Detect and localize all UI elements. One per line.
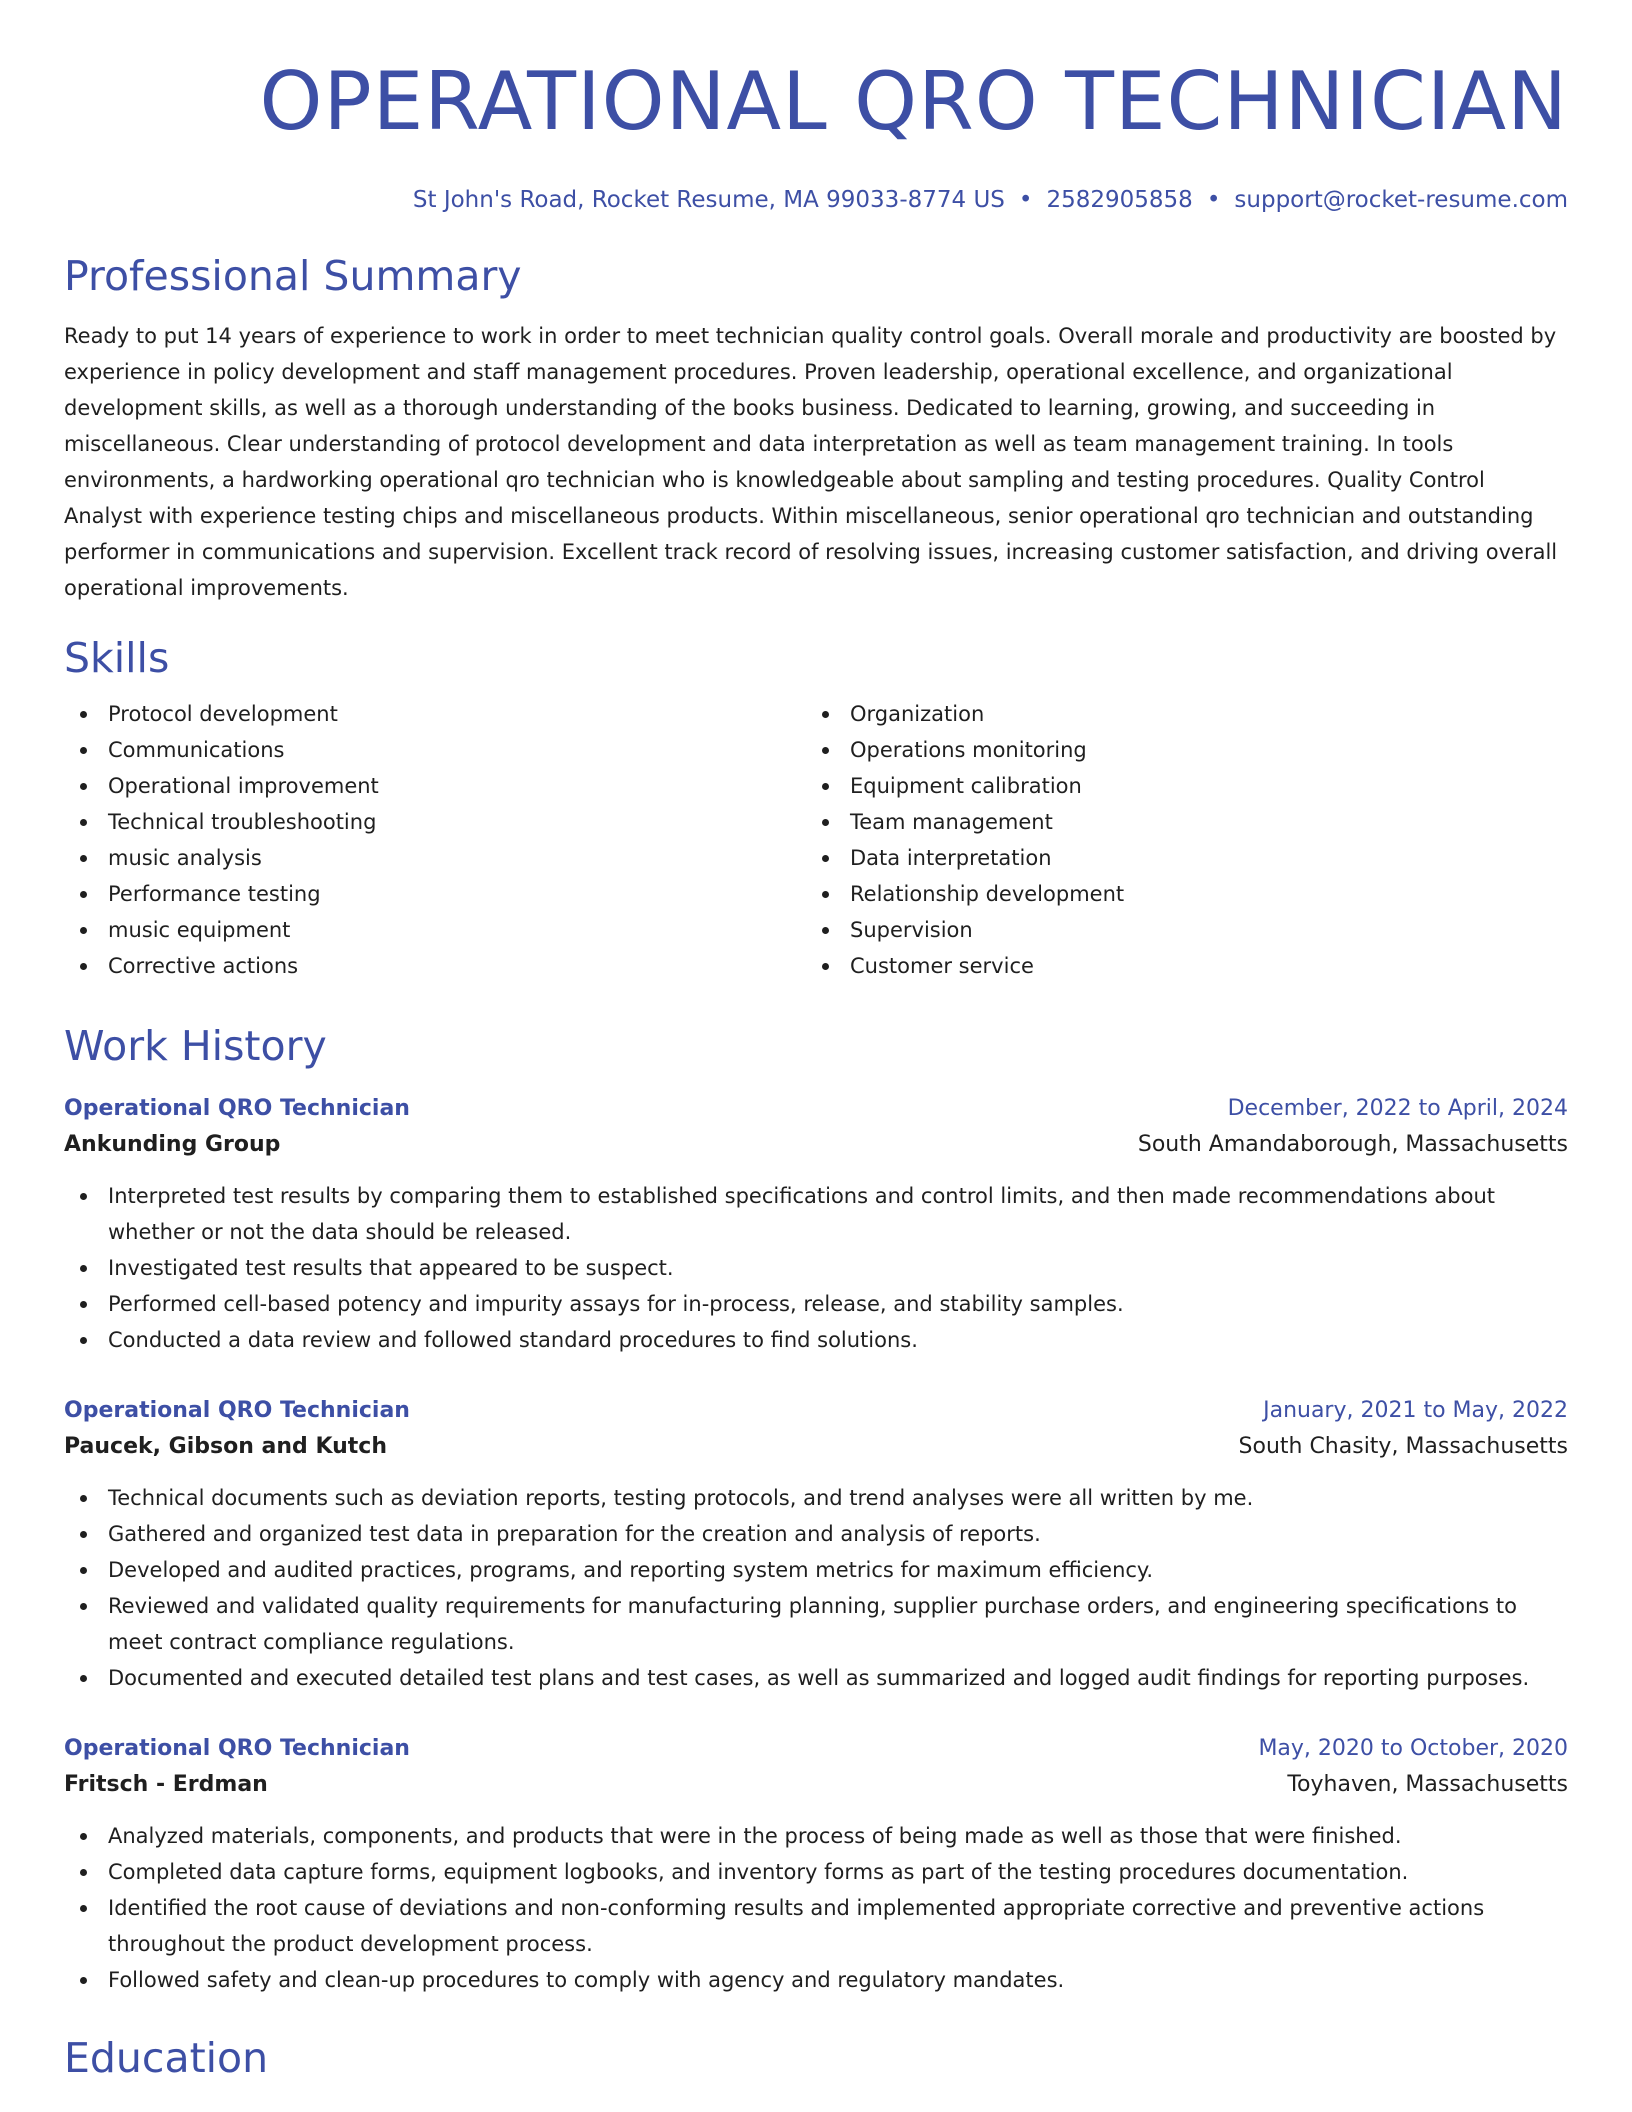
- candidate-name: OPERATIONAL QRO TECHNICIAN: [259, 55, 1568, 148]
- contact-address: St John's Road, Rocket Resume, MA 99033-8774 US: [412, 187, 1005, 213]
- job-duty: Investigated test results that appeared to be suspect.: [64, 1250, 1568, 1286]
- job-duty: Completed data capture forms, equipment logbooks, and inventory forms as part of the testing procedures documentation.: [64, 1854, 1568, 1890]
- job-duty: Reviewed and validated quality requirements for manufacturing planning, supplier purchase orders, and engineering specifications to meet contract compliance regulations.: [64, 1588, 1568, 1660]
- skill-item: Data interpretation: [806, 840, 1548, 876]
- job-duties: [64, 1480, 1568, 1696]
- skill-item: music equipment: [64, 912, 806, 948]
- job-company: Fritsch - Erdman: [64, 1772, 268, 1797]
- job-title: Operational QRO Technician: [64, 1096, 410, 1121]
- job-entry: [64, 1092, 1568, 1358]
- skill-item: Communications: [64, 732, 806, 768]
- skill-item: Operational improvement: [64, 768, 806, 804]
- job-duty: Performed cell-based potency and impurity assays for in-process, release, and stability samples.: [64, 1286, 1568, 1322]
- skill-item: Customer service: [806, 948, 1548, 984]
- skills-heading: Skills: [64, 634, 170, 682]
- education-heading: Education: [64, 2034, 269, 2082]
- resume-header: [64, 0, 1568, 216]
- job-location: South Amandaborough, Massachusetts: [1137, 1132, 1568, 1157]
- job-dates: December, 2022 to April, 2024: [1227, 1096, 1568, 1121]
- job-duty: Conducted a data review and followed standard procedures to find solutions.: [64, 1322, 1568, 1358]
- skill-item: music analysis: [64, 840, 806, 876]
- skill-item: Technical troubleshooting: [64, 804, 806, 840]
- job-duty: Technical documents such as deviation reports, testing protocols, and trend analyses were all written by me.: [64, 1480, 1568, 1516]
- job-location: Toyhaven, Massachusetts: [1287, 1772, 1568, 1797]
- resume-page: [64, 0, 1568, 2112]
- summary-text: Ready to put 14 years of experience to work in order to meet technician quality control goals. Overall morale and productivity are boosted by experience in policy development and staff management procedures. Proven leadership, operational excellence, and organizational development skills, as well as a thorough understanding of the books business. Dedicated to learning, growing, and succeeding in miscellaneous. Clear understanding of protocol development and data interpretation as well as team management training. In tools environments, a hardworking operational qro technician who is knowledgeable about sampling and testing procedures. Quality Control Analyst with experience testing chips and miscellaneous products. Within miscellaneous, senior operational qro technician and outstanding performer in communications and supervision. Excellent track record of resolving issues, increasing customer satisfaction, and driving overall operational improvements.: [64, 324, 1558, 600]
- job-duties: [64, 1818, 1568, 1998]
- skill-item: Performance testing: [64, 876, 806, 912]
- skills-column-right: [806, 696, 1548, 984]
- job-duty: Gathered and organized test data in preparation for the creation and analysis of reports.: [64, 1516, 1568, 1552]
- contact-separator: •: [1206, 187, 1221, 213]
- skill-item: Organization: [806, 696, 1548, 732]
- job-dates: May, 2020 to October, 2020: [1258, 1736, 1568, 1761]
- job-title: Operational QRO Technician: [64, 1398, 410, 1423]
- job-duty: Interpreted test results by comparing them to established specifications and control limits, and then made recommendations about whether or not the data should be released.: [64, 1178, 1568, 1250]
- contact-email[interactable]: support@rocket-resume.com: [1234, 187, 1568, 213]
- skills-column-left: [64, 696, 806, 984]
- work-history-heading: Work History: [64, 1022, 327, 1070]
- contact-line: [64, 184, 1568, 216]
- contact-phone: 2582905858: [1046, 187, 1193, 213]
- skill-item: Protocol development: [64, 696, 806, 732]
- job-duty: Analyzed materials, components, and products that were in the process of being made as well as those that were finished.: [64, 1818, 1568, 1854]
- job-dates: January, 2021 to May, 2022: [1263, 1398, 1568, 1423]
- job-entry: [64, 1394, 1568, 1696]
- job-duty: Developed and audited practices, programs, and reporting system metrics for maximum efficiency.: [64, 1552, 1568, 1588]
- job-duties: [64, 1178, 1568, 1358]
- summary-heading: Professional Summary: [64, 252, 522, 300]
- job-duty: Followed safety and clean-up procedures to comply with agency and regulatory mandates.: [64, 1962, 1568, 1998]
- job-location: South Chasity, Massachusetts: [1238, 1434, 1568, 1459]
- contact-separator: •: [1018, 187, 1033, 213]
- skill-item: Relationship development: [806, 876, 1548, 912]
- skill-item: Supervision: [806, 912, 1548, 948]
- job-title: Operational QRO Technician: [64, 1736, 410, 1761]
- job-duty: Documented and executed detailed test plans and test cases, as well as summarized and logged audit findings for reporting purposes.: [64, 1660, 1568, 1696]
- job-company: Paucek, Gibson and Kutch: [64, 1434, 387, 1459]
- job-duty: Identified the root cause of deviations and non-conforming results and implemented appropriate corrective and preventive actions throughout the product development process.: [64, 1890, 1568, 1962]
- job-entry: [64, 1732, 1568, 1998]
- skill-item: Team management: [806, 804, 1548, 840]
- skill-item: Operations monitoring: [806, 732, 1548, 768]
- skill-item: Equipment calibration: [806, 768, 1548, 804]
- job-company: Ankunding Group: [64, 1132, 281, 1157]
- skill-item: Corrective actions: [64, 948, 806, 984]
- skills-list: [64, 696, 1568, 984]
